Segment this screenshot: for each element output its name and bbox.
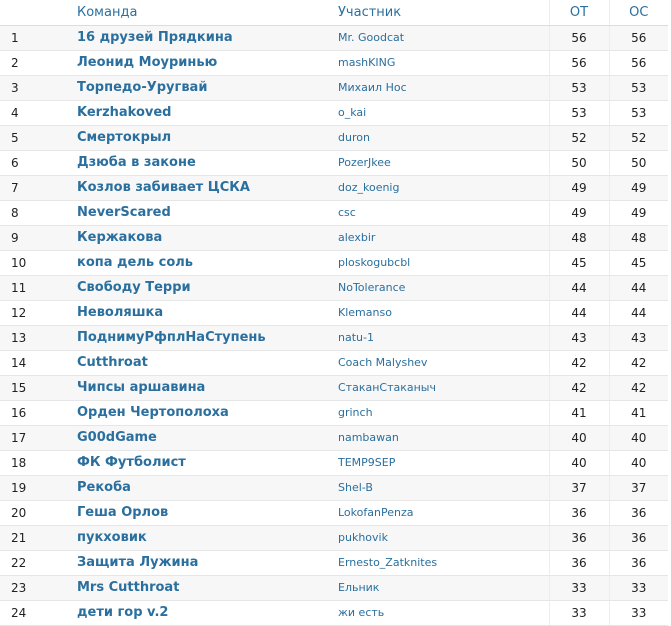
rank-cell: 19 (0, 475, 68, 500)
rank-cell: 17 (0, 425, 68, 450)
os-value: 56 (609, 50, 668, 75)
header-rank (0, 0, 68, 25)
rank-cell: 10 (0, 250, 68, 275)
ot-value: 36 (549, 500, 609, 525)
os-value: 33 (609, 600, 668, 625)
ot-value: 56 (549, 50, 609, 75)
participant-link[interactable]: Klemanso (329, 300, 549, 325)
rank-cell: 1 (0, 25, 68, 50)
table-row (0, 100, 668, 125)
team-link[interactable]: Торпедо-Уругвай (68, 75, 329, 100)
table-row (0, 125, 668, 150)
table-row (0, 475, 668, 500)
table-row (0, 425, 668, 450)
ot-value: 33 (549, 600, 609, 625)
rank-cell: 9 (0, 225, 68, 250)
os-value: 50 (609, 150, 668, 175)
os-value: 36 (609, 500, 668, 525)
team-link[interactable]: Свободу Терри (68, 275, 329, 300)
os-value: 53 (609, 100, 668, 125)
team-link[interactable]: Cutthroat (68, 350, 329, 375)
os-value: 49 (609, 200, 668, 225)
table-row (0, 200, 668, 225)
os-value: 40 (609, 450, 668, 475)
rank-cell: 11 (0, 275, 68, 300)
table-row (0, 600, 668, 625)
ot-value: 41 (549, 400, 609, 425)
team-link[interactable]: Mrs Cutthroat (68, 575, 329, 600)
ot-value: 49 (549, 200, 609, 225)
team-link[interactable]: копа дель соль (68, 250, 329, 275)
ot-value: 42 (549, 350, 609, 375)
os-value: 41 (609, 400, 668, 425)
rank-cell: 4 (0, 100, 68, 125)
team-link[interactable]: 16 друзей Прядкина (68, 25, 329, 50)
participant-link[interactable]: o_kai (329, 100, 549, 125)
rank-cell: 21 (0, 525, 68, 550)
os-value: 43 (609, 325, 668, 350)
table-row (0, 25, 668, 50)
participant-link[interactable]: Coach Malyshev (329, 350, 549, 375)
rank-cell: 15 (0, 375, 68, 400)
rank-cell: 12 (0, 300, 68, 325)
ot-value: 53 (549, 100, 609, 125)
table-row (0, 575, 668, 600)
table-header (0, 0, 668, 25)
os-value: 49 (609, 175, 668, 200)
team-link[interactable]: ПоднимуРфплНаСтупень (68, 325, 329, 350)
os-value: 37 (609, 475, 668, 500)
os-value: 56 (609, 25, 668, 50)
participant-link[interactable]: Shel-B (329, 475, 549, 500)
rank-cell: 20 (0, 500, 68, 525)
participant-link[interactable]: doz_koenig (329, 175, 549, 200)
table-row (0, 525, 668, 550)
team-link[interactable]: Неволяшка (68, 300, 329, 325)
team-link[interactable]: Орден Чертополоха (68, 400, 329, 425)
participant-link[interactable]: natu-1 (329, 325, 549, 350)
participant-link[interactable]: СтаканСтаканыч (329, 375, 549, 400)
ot-value: 56 (549, 25, 609, 50)
rank-cell: 23 (0, 575, 68, 600)
os-value: 42 (609, 350, 668, 375)
team-link[interactable]: Рекоба (68, 475, 329, 500)
ot-value: 40 (549, 450, 609, 475)
team-link[interactable]: Леонид Моуринью (68, 50, 329, 75)
os-value: 44 (609, 300, 668, 325)
participant-link[interactable]: LokofanPenza (329, 500, 549, 525)
os-value: 36 (609, 550, 668, 575)
participant-link[interactable]: Ernesto_Zatknites (329, 550, 549, 575)
ot-value: 52 (549, 125, 609, 150)
table-row (0, 350, 668, 375)
header-participant[interactable]: Участник (329, 0, 549, 25)
ot-value: 48 (549, 225, 609, 250)
ot-value: 44 (549, 275, 609, 300)
participant-link[interactable]: grinch (329, 400, 549, 425)
ot-value: 45 (549, 250, 609, 275)
team-link[interactable]: Чипсы аршавина (68, 375, 329, 400)
rank-cell: 16 (0, 400, 68, 425)
team-link[interactable]: ФК Футболист (68, 450, 329, 475)
team-link[interactable]: NeverScared (68, 200, 329, 225)
team-link[interactable]: пукховик (68, 525, 329, 550)
rank-cell: 7 (0, 175, 68, 200)
participant-link[interactable]: PozerJkee (329, 150, 549, 175)
team-link[interactable]: Kerzhakoved (68, 100, 329, 125)
table-row (0, 375, 668, 400)
table-row (0, 400, 668, 425)
ot-value: 36 (549, 550, 609, 575)
rank-cell: 22 (0, 550, 68, 575)
table-row (0, 500, 668, 525)
ot-value: 37 (549, 475, 609, 500)
table-row (0, 550, 668, 575)
participant-link[interactable]: Ельник (329, 575, 549, 600)
ot-value: 44 (549, 300, 609, 325)
team-link[interactable]: Козлов забивает ЦСКА (68, 175, 329, 200)
table-row (0, 75, 668, 100)
os-value: 48 (609, 225, 668, 250)
os-value: 44 (609, 275, 668, 300)
table-row (0, 325, 668, 350)
participant-link[interactable]: alexbir (329, 225, 549, 250)
table-row (0, 50, 668, 75)
team-link[interactable]: Защита Лужина (68, 550, 329, 575)
participant-link[interactable]: TEMP9SEP (329, 450, 549, 475)
team-link[interactable]: Смертокрыл (68, 125, 329, 150)
participant-link[interactable]: csc (329, 200, 549, 225)
rank-cell: 14 (0, 350, 68, 375)
rank-cell: 8 (0, 200, 68, 225)
rank-cell: 13 (0, 325, 68, 350)
rank-cell: 18 (0, 450, 68, 475)
team-link[interactable]: Геша Орлов (68, 500, 329, 525)
participant-link[interactable]: nambawan (329, 425, 549, 450)
participant-link[interactable]: duron (329, 125, 549, 150)
team-link[interactable]: G00dGame (68, 425, 329, 450)
team-link[interactable]: Дзюба в законе (68, 150, 329, 175)
table-row (0, 300, 668, 325)
ot-value: 50 (549, 150, 609, 175)
participant-link[interactable]: pukhovik (329, 525, 549, 550)
os-value: 42 (609, 375, 668, 400)
ot-value: 33 (549, 575, 609, 600)
participant-link[interactable]: жи есть (329, 600, 549, 625)
table-row (0, 275, 668, 300)
team-link[interactable]: Кержакова (68, 225, 329, 250)
table-body (0, 25, 668, 625)
table-row (0, 175, 668, 200)
os-value: 45 (609, 250, 668, 275)
rank-cell: 5 (0, 125, 68, 150)
os-value: 33 (609, 575, 668, 600)
participant-link[interactable]: Mr. Goodcat (329, 25, 549, 50)
rank-cell: 6 (0, 150, 68, 175)
os-value: 40 (609, 425, 668, 450)
header-ot[interactable]: ОТ (549, 0, 609, 25)
participant-link[interactable]: Михаил Нос (329, 75, 549, 100)
table-row (0, 150, 668, 175)
header-os[interactable]: ОС (609, 0, 668, 25)
participant-link[interactable]: NoTolerance (329, 275, 549, 300)
os-value: 52 (609, 125, 668, 150)
ot-value: 40 (549, 425, 609, 450)
ot-value: 36 (549, 525, 609, 550)
participant-link[interactable]: ploskogubcbl (329, 250, 549, 275)
ot-value: 43 (549, 325, 609, 350)
ot-value: 49 (549, 175, 609, 200)
ot-value: 42 (549, 375, 609, 400)
os-value: 36 (609, 525, 668, 550)
participant-link[interactable]: mashKING (329, 50, 549, 75)
table-row (0, 225, 668, 250)
table-row (0, 450, 668, 475)
os-value: 53 (609, 75, 668, 100)
header-team[interactable]: Команда (68, 0, 329, 25)
ot-value: 53 (549, 75, 609, 100)
rank-cell: 2 (0, 50, 68, 75)
rank-cell: 3 (0, 75, 68, 100)
header-row (0, 0, 668, 25)
table-row (0, 250, 668, 275)
team-link[interactable]: дети гор v.2 (68, 600, 329, 625)
rank-cell: 24 (0, 600, 68, 625)
